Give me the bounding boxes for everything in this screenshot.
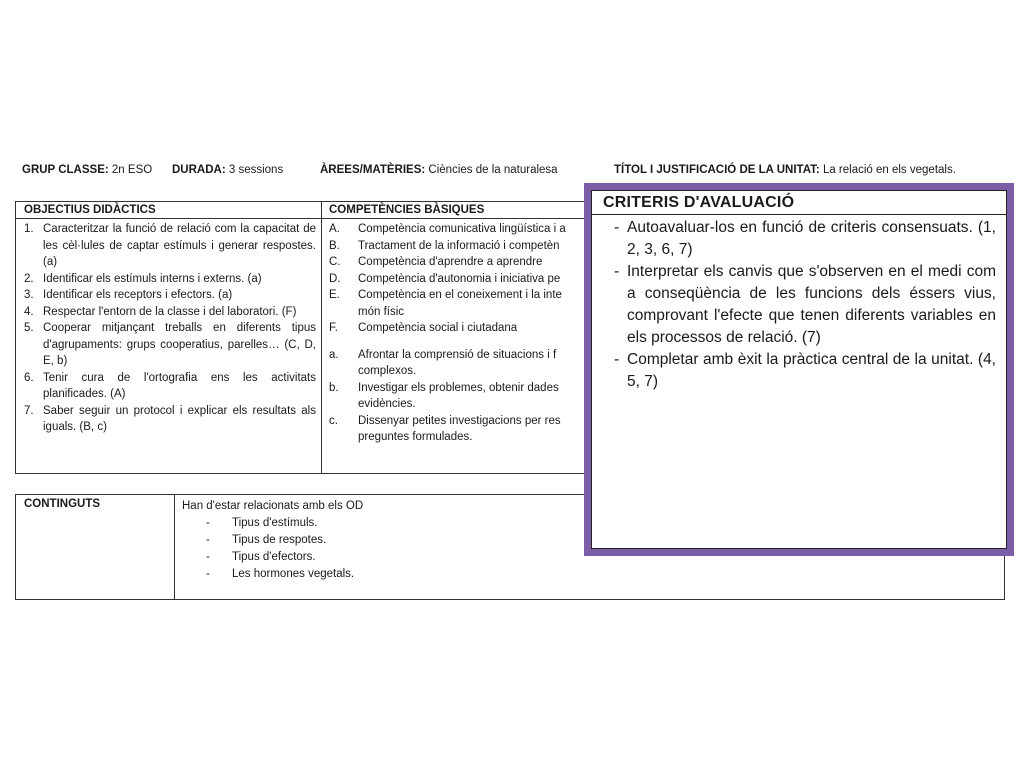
list-item: a. Afrontar la comprensió de situacions i f xyxy=(329,348,557,361)
continguts-title: CONTINGUTS xyxy=(24,498,101,510)
criteris-list xyxy=(614,217,996,393)
list-item: - Interpretar els canvis que s'observen en el medi com a conseqüència de les funcions dels éssers vius, comprovant l'efecte que tenen diferents variables en els processos de relació. (7) xyxy=(614,263,996,346)
arees-value: Ciències de la naturalesa xyxy=(428,164,558,176)
list-item: - Les hormones vegetals. xyxy=(206,568,355,580)
list-item: 6. Tenir cura de l'ortografia ens les activitats planificades. (A) xyxy=(24,371,316,400)
arees-label: ÀREES/MATÈRIES: xyxy=(320,164,426,176)
criteris-overlay-panel xyxy=(584,183,1014,556)
durada-label: DURADA: xyxy=(172,164,226,176)
list-item: C. Competència d'aprendre a aprendre xyxy=(329,256,543,268)
list-item: A. Competència comunicativa lingüística i a xyxy=(329,223,566,235)
list-item: E. Competència en el coneixement i la inte xyxy=(329,289,562,301)
criteris-title: CRITERIS D'AVALUACIÓ xyxy=(603,194,795,211)
list-item: D. Competència d'autonomia i iniciativa pe xyxy=(329,272,561,285)
list-item: evidències. xyxy=(358,398,416,410)
list-item: b. Investigar els problemes, obtenir dades xyxy=(329,381,559,394)
list-item: - Tipus d'efectors. xyxy=(206,551,316,563)
competencies-title: COMPETÈNCIES BÀSIQUES xyxy=(329,204,485,216)
grup-label: GRUP CLASSE: xyxy=(22,164,109,176)
list-item: 3. Identificar els receptors i efectors. (a) xyxy=(24,289,233,301)
grup-value: 2n ESO xyxy=(111,164,153,176)
column-divider xyxy=(321,202,322,473)
list-item: món físic xyxy=(358,305,405,318)
continguts-intro: Han d'estar relacionats amb els OD xyxy=(182,500,364,512)
durada-value: 3 sessions xyxy=(228,164,284,176)
criteris-title-divider xyxy=(592,214,1006,215)
list-item: 5. Cooperar mitjançant treballs en diferents tipus d'agrupaments: grups cooperatius, parelles… (C, D, E, b) xyxy=(24,322,316,367)
list-item: - Tipus d'estímuls. xyxy=(206,517,318,529)
list-item: complexos. xyxy=(358,365,417,377)
list-item: 1. Caracteritzar la funció de relació com la capacitat de les cèl·lules de captar estímuls i generar respostes. (a) xyxy=(24,223,316,268)
durada xyxy=(172,164,283,176)
list-item: F. Competència social i ciutadana xyxy=(329,322,518,334)
list-item: - Autoavaluar-los en funció de criteris consensuats. (1, 2, 3, 6, 7) xyxy=(614,219,996,258)
titol-value: La relació en els vegetals. xyxy=(822,164,956,176)
list-item: preguntes formulades. xyxy=(358,431,473,443)
list-item: - Tipus de respotes. xyxy=(206,534,327,546)
criteris-box xyxy=(591,190,1007,549)
list-item: c. Dissenyar petites investigacions per res xyxy=(329,414,561,427)
grup-classe xyxy=(22,164,152,176)
objectius-list xyxy=(24,221,316,436)
list-item: B. Tractament de la informació i competèn xyxy=(329,239,560,252)
list-item: 7. Saber seguir un protocol i explicar els resultats als iguals. (B, c) xyxy=(24,404,316,433)
list-item: 4. Respectar l'entorn de la classe i del laboratori. (F) xyxy=(24,305,297,318)
list-item: - Completar amb èxit la pràctica central de la unitat. (4, 5, 7) xyxy=(614,351,996,390)
column-divider xyxy=(174,495,175,599)
continguts-body xyxy=(182,498,363,583)
arees xyxy=(320,164,558,176)
unit-header xyxy=(22,164,1002,180)
titol xyxy=(614,164,956,176)
titol-label: TÍTOL I JUSTIFICACIÓ DE LA UNITAT: xyxy=(614,164,820,176)
list-item: 2. Identificar els estímuls interns i externs. (a) xyxy=(24,272,262,285)
objectius-title: OBJECTIUS DIDÀCTICS xyxy=(24,204,156,216)
